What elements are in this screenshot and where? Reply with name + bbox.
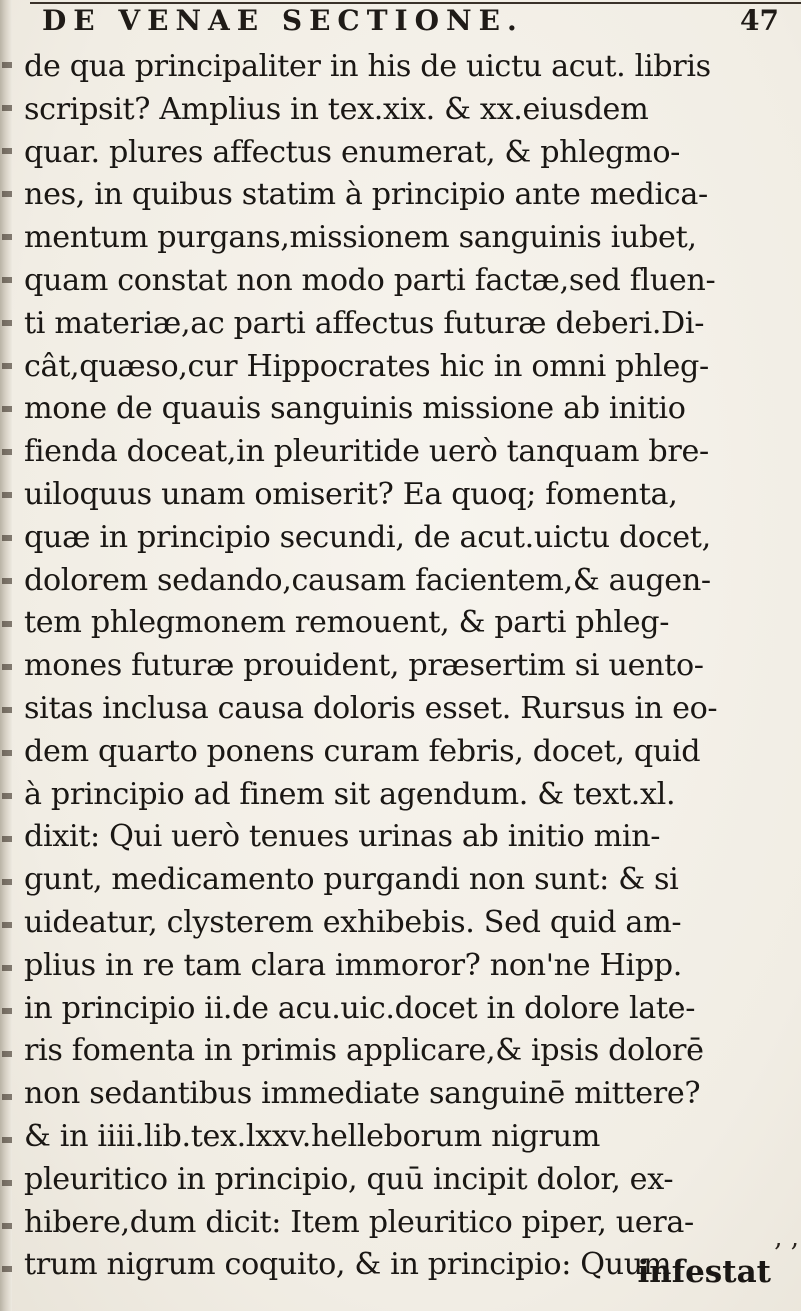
text-line: cât,quæso,cur Hippocrates hic in omni phleg- xyxy=(24,348,709,384)
text-line: scripsit? Amplius in tex.xix. & xx.eiusdem xyxy=(24,91,649,127)
text-line: gunt, medicamento purgandi non sunt: & si xyxy=(24,862,679,898)
text-line: uideatur, clysterem exhibebis. Sed quid am- xyxy=(24,904,682,940)
text-line: trum nigrum coquito, & in principio: Quum xyxy=(24,1247,672,1283)
text-line: mentum purgans,missionem sanguinis iubet, xyxy=(24,220,697,256)
binding-gutter xyxy=(0,0,12,1311)
text-line: mones futuræ prouident, præsertim si uento- xyxy=(24,648,704,684)
text-line: plius in re tam clara immoror? non'ne Hipp. xyxy=(24,947,683,983)
text-line: uiloquus unam omiserit? Ea quoq; fomenta, xyxy=(24,476,678,512)
text-line: quæ in principio secundi, de acut.uictu docet, xyxy=(24,519,711,555)
gutter-shadow xyxy=(2,40,12,1300)
text-line: tem phlegmonem remouent, & parti phleg- xyxy=(24,605,670,641)
text-line: ti materiæ,ac parti affectus futuræ deberi.Di- xyxy=(24,305,705,341)
text-line: pleuritico in principio, quū incipit dolor, ex- xyxy=(24,1161,674,1197)
text-line: quam constat non modo parti factæ,sed fluen- xyxy=(24,262,716,298)
text-line: hibere,dum dicit: Item pleuritico piper, uera- xyxy=(24,1204,694,1240)
text-line: dolorem sedando,causam facientem,& augen- xyxy=(24,562,711,598)
text-line: nes, in quibus statim à principio ante medica- xyxy=(24,177,708,213)
text-line: fienda doceat,in pleuritide uerò tanquam bre- xyxy=(24,434,709,470)
running-head: DE VENAE SECTIONE. xyxy=(42,4,524,37)
text-line: mone de quauis sanguinis missione ab initio xyxy=(24,391,686,427)
text-line: dixit: Qui uerò tenues urinas ab initio min- xyxy=(24,819,661,855)
margin-mark: , , xyxy=(774,1223,799,1253)
page-header xyxy=(0,4,801,44)
text-line: in principio ii.de acu.uic.docet in dolore late- xyxy=(24,990,696,1026)
text-line: sitas inclusa causa doloris esset. Rursus in eo- xyxy=(24,690,718,726)
text-line: dem quarto ponens curam febris, docet, quid xyxy=(24,733,701,769)
text-line: quar. plures affectus enumerat, & phlegmo- xyxy=(24,134,681,170)
text-line: ris fomenta in primis applicare,& ipsis dolorē xyxy=(24,1033,704,1069)
text-line: à principio ad finem sit agendum. & text.xl. xyxy=(24,776,676,812)
body-text xyxy=(24,46,794,1287)
page-number: 47 xyxy=(740,4,779,37)
catchword: infestat xyxy=(637,1254,771,1290)
text-line: non sedantibus immediate sanguinē mittere? xyxy=(24,1076,701,1112)
text-line: de qua principaliter in his de uictu acut. libris xyxy=(24,49,711,84)
text-line: & in iiii.lib.tex.lxxv.helleborum nigrum xyxy=(24,1118,600,1154)
